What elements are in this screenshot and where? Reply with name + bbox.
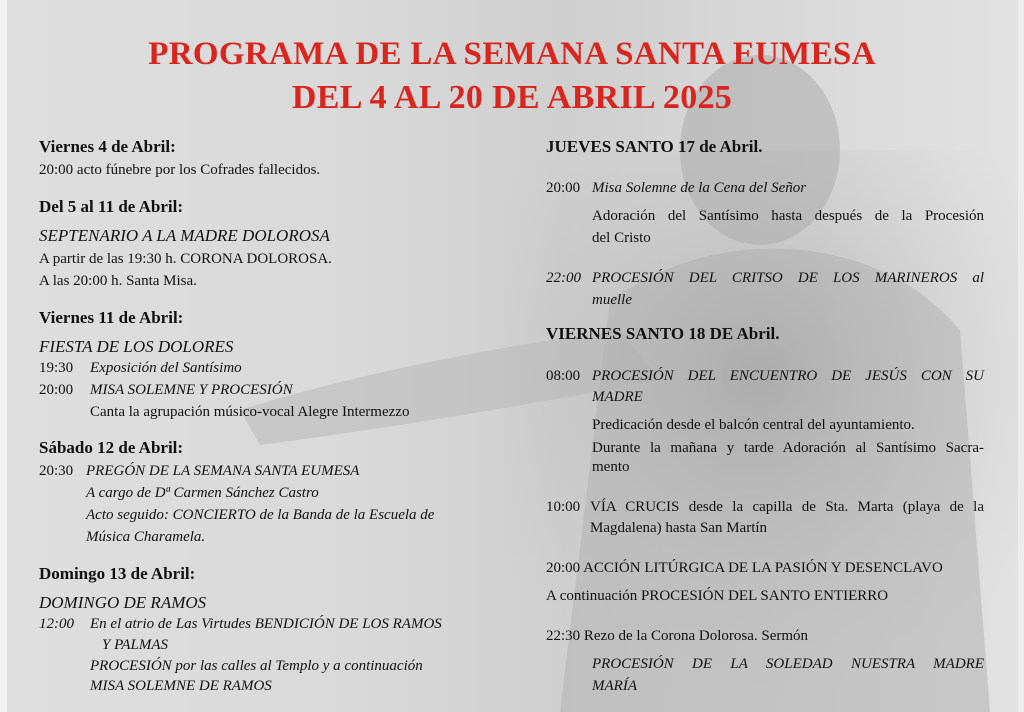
- viernes11-time2: 20:00: [39, 382, 74, 398]
- viernes-santo-accion: 20:00 ACCIÓN LITÚRGICA DE LA PASIÓN Y DESENCLAVO: [546, 560, 943, 576]
- domingo13-line2: Y PALMAS: [102, 637, 168, 653]
- viernes11-title: FIESTA DE LOS DOLORES: [39, 337, 234, 356]
- jueves-item2-line1: PROCESIÓN DEL CRITSO DE LOS MARINEROS al: [592, 270, 984, 286]
- sabado12-line1: A cargo de Dª Carmen Sánchez Castro: [86, 485, 319, 501]
- domingo13-line4: MISA SOLEMNE DE RAMOS: [90, 678, 272, 694]
- viernes11-note: Canta la agrupación músico-vocal Alegre Intermezzo: [90, 404, 410, 420]
- viernes4-heading: Viernes 4 de Abril:: [39, 137, 176, 156]
- viernes-santo-via-crucis-line2: Magdalena) hasta San Martín: [590, 520, 768, 536]
- domingo13-heading: Domingo 13 de Abril:: [39, 564, 196, 583]
- jueves-adoracion-line2: del Cristo: [592, 230, 651, 246]
- viernes4-line: 20:00 acto fúnebre por los Cofrades fallecidos.: [39, 162, 321, 178]
- viernes-santo-item1-line2: MADRE: [592, 389, 643, 405]
- domingo13-line3: PROCESIÓN por las calles al Templo y a continuación: [90, 658, 423, 674]
- viernes-santo-durante-line2: mento: [592, 459, 630, 475]
- septenario-line1: A partir de las 19:30 h. CORONA DOLOROSA.: [39, 251, 332, 267]
- sabado12-time: 20:30: [39, 463, 74, 479]
- jueves-adoracion-line1: Adoración del Santísimo hasta después de la Procesión: [592, 208, 984, 224]
- jueves-time2: 22:00: [546, 270, 581, 286]
- viernes-santo-via-crucis-line1: VÍA CRUCIS desde la capilla de Sta. Marta (playa de la: [590, 499, 984, 515]
- sabado12-item: PREGÓN DE LA SEMANA SANTA EUMESA: [86, 463, 360, 479]
- jueves-heading: JUEVES SANTO 17 de Abril.: [546, 137, 763, 156]
- viernes-santo-item1-line1: PROCESIÓN DEL ENCUENTRO DE JESÚS CON SU: [592, 368, 984, 384]
- viernes11-heading: Viernes 11 de Abril:: [39, 308, 184, 327]
- septenario-line2: A las 20:00 h. Santa Misa.: [39, 273, 197, 289]
- sabado12-line2: Acto seguido: CONCIERTO de la Banda de la Escuela de: [86, 507, 435, 523]
- viernes-santo-time1: 08:00: [546, 368, 581, 384]
- domingo13-title: DOMINGO DE RAMOS: [39, 593, 207, 612]
- jueves-item1: Misa Solemne de la Cena del Señor: [592, 180, 807, 196]
- poster-title: PROGRAMA DE LA SEMANA SANTA EUMESA: [148, 36, 876, 72]
- viernes-santo-time2: 10:00: [546, 499, 581, 515]
- viernes-santo-durante-line1: Durante la mañana y tarde Adoración al Santísimo Sacra-: [592, 440, 984, 456]
- viernes-santo-rezo: 22:30 Rezo de la Corona Dolorosa. Sermón: [546, 628, 809, 644]
- viernes11-item2: MISA SOLEMNE Y PROCESIÓN: [90, 382, 293, 398]
- viernes11-item1: Exposición del Santísimo: [90, 360, 242, 376]
- viernes-santo-soledad-line2: MARÍA: [592, 678, 637, 694]
- domingo13-time: 12:00: [39, 616, 74, 632]
- viernes-santo-continuacion: A continuación PROCESIÓN DEL SANTO ENTIERRO: [546, 588, 889, 604]
- sabado12-line3: Música Charamela.: [86, 529, 206, 545]
- sabado12-heading: Sábado 12 de Abril:: [39, 438, 184, 457]
- jueves-item2-line2: muelle: [592, 292, 632, 308]
- viernes11-time1: 19:30: [39, 360, 74, 376]
- septenario-heading: Del 5 al 11 de Abril:: [39, 197, 184, 216]
- viernes-santo-predicacion: Predicación desde el balcón central del ayuntamiento.: [592, 417, 915, 433]
- viernes-santo-soledad-line1: PROCESIÓN DE LA SOLEDAD NUESTRA MADRE: [592, 656, 984, 672]
- septenario-title: SEPTENARIO A LA MADRE DOLOROSA: [39, 226, 330, 245]
- domingo13-line1: En el atrio de Las Virtudes BENDICIÓN DE LOS RAMOS: [90, 616, 442, 632]
- jueves-time1: 20:00: [546, 180, 581, 196]
- poster-subtitle-dates: DEL 4 AL 20 DE ABRIL 2025: [291, 79, 733, 116]
- viernes-santo-heading: VIERNES SANTO 18 DE Abril.: [546, 324, 780, 343]
